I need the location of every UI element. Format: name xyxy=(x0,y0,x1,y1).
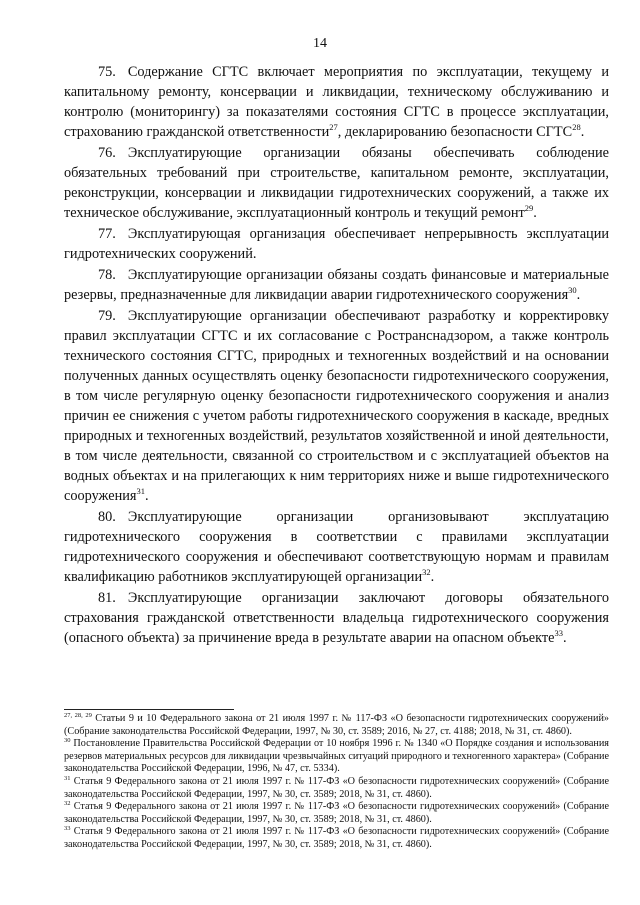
paragraph-text: Эксплуатирующие организации заключают договоры обязательного страхования гражданской ответственности владельца гидротехнического сооружения (опасного объекта) за причинение вреда в результате аварии на опасном объекте xyxy=(64,590,609,646)
footnotes xyxy=(64,713,609,852)
paragraph-text: . xyxy=(144,488,149,504)
footnote-text: Статьи 9 и 10 Федерального закона от 21 июля 1997 г. № 117-ФЗ «О безопасности гидротехнических сооружений» (Собрание законодательства Российской Федерации, 1997, № 30, ст. 3589; 2016, № 27, ст. 4188; 2018, № 31, ст. 4860). xyxy=(64,713,609,737)
paragraph-75 xyxy=(64,62,609,142)
paragraph-77 xyxy=(64,224,609,264)
paragraph-number: 77. xyxy=(98,226,116,242)
footnote-ref[interactable]: 30 xyxy=(568,285,577,295)
footnote-ref[interactable]: 32 xyxy=(422,567,431,577)
footnote-ref[interactable]: 27 xyxy=(329,122,338,132)
footnote-marker: 33 xyxy=(64,825,71,833)
paragraph-text: . xyxy=(580,124,585,140)
paragraph-number: 79. xyxy=(98,308,116,324)
footnote-ref[interactable]: 28 xyxy=(572,122,581,132)
footnote-32 xyxy=(64,801,609,826)
body-text xyxy=(64,62,609,649)
footnote-30 xyxy=(64,738,609,776)
paragraph-78 xyxy=(64,265,609,305)
paragraph-number: 78. xyxy=(98,267,116,283)
footnote-text: Статья 9 Федерального закона от 21 июля 1997 г. № 117-ФЗ «О безопасности гидротехнических сооружений» (Собрание законодательства Российской Федерации, 1997, № 30, ст. 3589; 2018, № 31, ст. 4860). xyxy=(64,801,609,825)
paragraph-text: Содержание СГТС включает мероприятия по эксплуатации, текущему и капитальному ремонту, консервации и ликвидации, техническому обслуживанию и контролю (мониторингу) за показателями состояния СГТС в процессе эксплуатации, страхованию гражданской ответственности xyxy=(64,64,609,140)
paragraph-text: Эксплуатирующие организации обязаны обеспечивать соблюдение обязательных требований при строительстве, капитальном ремонте, эксплуатации, реконструкции, консервации и ликвидации гидротехнических сооружений, а также их техническое обслуживание, эксплуатационный контроль и текущий ремонт xyxy=(64,145,609,221)
footnote-31 xyxy=(64,776,609,801)
footnote-marker: 31 xyxy=(64,774,71,782)
paragraph-80 xyxy=(64,507,609,587)
footnote-27-29 xyxy=(64,713,609,738)
page-number: 14 xyxy=(313,36,327,51)
paragraph-76 xyxy=(64,143,609,223)
paragraph-text: . xyxy=(533,205,537,221)
paragraph-text: , декларированию безопасности СГТС xyxy=(337,124,573,140)
paragraph-number: 80. xyxy=(98,509,116,525)
footnote-separator xyxy=(64,709,234,710)
paragraph-text: . xyxy=(562,630,567,646)
paragraph-text: Эксплуатирующие организации организовывают эксплуатацию гидротехнического сооружения в соответствии с правилами эксплуатации гидротехнического сооружения и обеспечивают соответствующую нормам и правилам квалификацию работников эксплуатирующей организации xyxy=(64,509,609,585)
footnote-text: Статья 9 Федерального закона от 21 июля 1997 г. № 117-ФЗ «О безопасности гидротехнических сооружений» (Собрание законодательства Российской Федерации, 1997, № 30, ст. 3589; 2018, № 31, ст. 4860). xyxy=(64,826,609,850)
footnote-ref[interactable]: 33 xyxy=(554,628,563,638)
footnote-text: Постановление Правительства Российской Федерации от 10 ноября 1996 г. № 1340 «О Порядке создания и использования резервов материальных ресурсов для ликвидации чрезвычайных ситуаций природного и техногенного характера» (Собрание законодательства Российской Федерации, 1996, № 47, ст. 5334). xyxy=(64,738,609,775)
footnote-ref[interactable]: 31 xyxy=(136,486,145,496)
paragraph-text: Эксплуатирующие организации обеспечивают разработку и корректировку правил эксплуатации СГТС и их согласование с Ространснадзором, а также контроль технического состояния СГТС, природных и техногенных воздействий и на основании полученных данных осуществлять оценку безопасности гидротехнического сооружения, в том числе регулярную оценку безопасности гидротехнического сооружения и анализ причин ее снижения с учетом работы гидротехнического сооружения в каскаде, вредных природных и техногенных воздействий, результатов хозяйственной и иной деятельности, в том числе деятельности, связанной со строительством и с эксплуатацией объектов на водных объектах и на прилегающих к ним территориях ниже и выше гидротехнического сооружения xyxy=(64,308,609,504)
paragraph-number: 75. xyxy=(98,64,116,80)
footnote-marker: 27, 28, 29 xyxy=(64,712,92,719)
footnote-marker: 32 xyxy=(64,800,71,808)
paragraph-79 xyxy=(64,306,609,506)
paragraph-81 xyxy=(64,588,609,648)
paragraph-text: . xyxy=(576,287,581,303)
paragraph-text: Эксплуатирующие организации обязаны создать финансовые и материальные резервы, предназначенные для ликвидации аварии гидротехнического сооружения xyxy=(64,267,609,303)
paragraph-text: Эксплуатирующая организация обеспечивает непрерывность эксплуатации гидротехнических сооружений. xyxy=(64,226,609,262)
footnote-33 xyxy=(64,826,609,851)
footnote-marker: 30 xyxy=(64,737,71,745)
paragraph-number: 76. xyxy=(98,145,116,161)
footnote-text: Статья 9 Федерального закона от 21 июля 1997 г. № 117-ФЗ «О безопасности гидротехнических сооружений» (Собрание законодательства Российской Федерации, 1997, № 30, ст. 3589; 2018, № 31, ст. 4860). xyxy=(64,775,609,800)
paragraph-text: . xyxy=(430,569,435,585)
paragraph-number: 81. xyxy=(98,590,116,606)
footnote-ref[interactable]: 29 xyxy=(524,203,534,213)
